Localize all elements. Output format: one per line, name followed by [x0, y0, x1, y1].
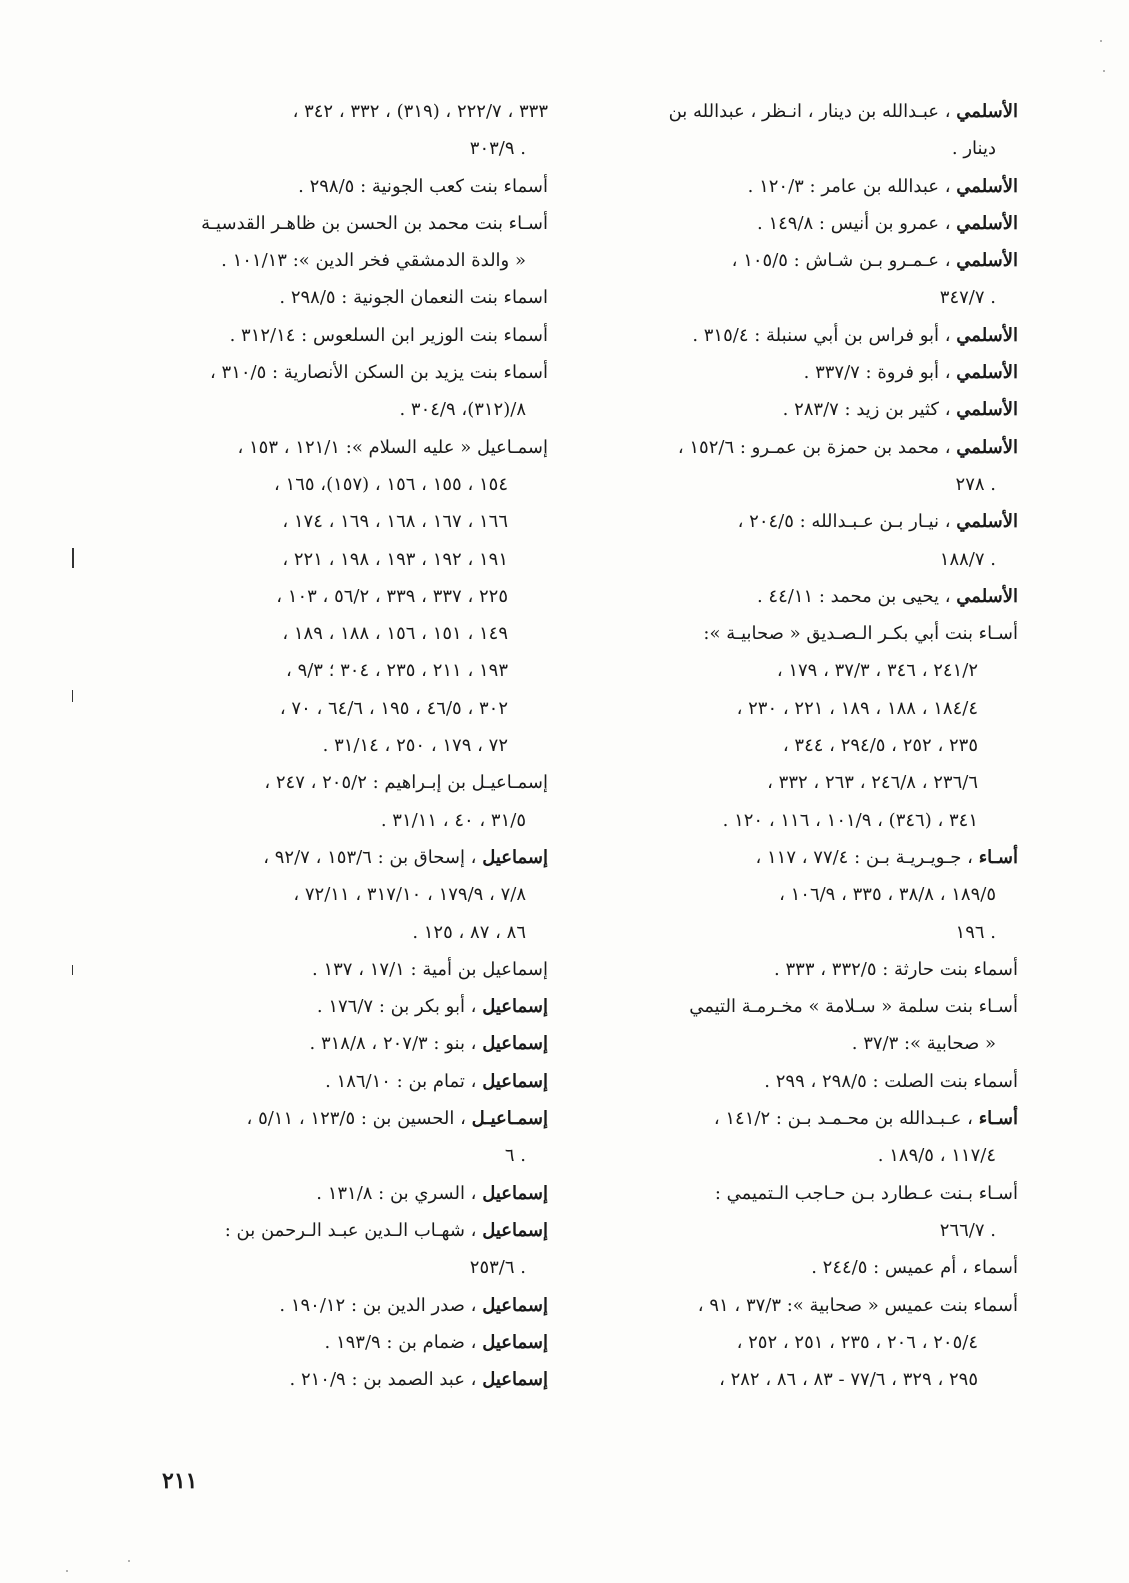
index-entry: [600, 168, 1018, 205]
index-entry-text: ١٩٣ ، ٢١١ ، ٢٣٥ ، ٣٠٤ ؛ ٩/٣ ،: [286, 660, 508, 682]
index-entry-continuation: [600, 1361, 1018, 1398]
index-entry-line: [600, 1175, 1018, 1212]
index-entry: [600, 951, 1018, 988]
index-entry-line: [130, 1175, 548, 1212]
index-entry-text: ٣١/٥ ، ٤٠ ، ٣١/١١ .: [380, 809, 526, 831]
index-entry-heading: إسماعيل: [482, 996, 548, 1018]
index-entry-text: ١٨٩/٥ ، ٣٨/٨ ، ٣٣٥ ، ١٠٦/٩ ،: [779, 884, 996, 906]
index-entry-text: ، كثير بن زيد : ٢٨٣/٧ .: [782, 399, 951, 421]
scan-speck: [1103, 70, 1105, 72]
index-entry: [600, 503, 1018, 578]
scan-speck: [66, 1570, 68, 1572]
index-entry-line: [130, 93, 548, 130]
index-entry-heading: الأسلمي: [956, 212, 1018, 234]
index-entry-continuation: [130, 876, 548, 913]
index-entry-continuation: [600, 1324, 1018, 1361]
index-entry-text: ، عبد الصمد بن : ٢١٠/٩ .: [289, 1369, 477, 1391]
index-entry-line: [600, 951, 1018, 988]
index-entry-text: أسماء بنت الصلت : ٢٩٨/٥ ، ٢٩٩ .: [764, 1070, 1018, 1092]
index-entry-line: [600, 1100, 1018, 1137]
index-entry-continuation: [130, 503, 548, 540]
index-entry: [600, 1063, 1018, 1100]
index-entry-line: [130, 1361, 548, 1398]
index-entry-continuation: [600, 466, 1018, 503]
index-entry-text: . ١٩٦: [955, 921, 996, 943]
index-entry-text: أسماء بنت كعب الجونية : ٢٩٨/٥ .: [298, 175, 548, 197]
index-entry-text: دينار .: [951, 138, 996, 160]
index-entry-text: . ٢٧٨: [955, 473, 996, 495]
index-entry-text: أسـاء بـنت عـطارد بـن حـاجب الـتميمي :: [714, 1182, 1018, 1204]
index-entry: [600, 1175, 1018, 1250]
index-entry-continuation: [600, 1212, 1018, 1249]
index-entry-text: ٨/(٣١٢)، ٣٠٤/٩ .: [399, 399, 526, 421]
index-entry: [130, 429, 548, 765]
index-entry-heading: الأسلمي: [956, 101, 1018, 122]
index-entry-text: ، عـبـدالله بن محـمـد بـن : ١٤١/٢ ،: [713, 1108, 973, 1130]
index-entry-text: ، بنو : ٢٠٧/٣ ، ٣١٨/٨ .: [309, 1033, 477, 1055]
index-entry-line: [600, 93, 1018, 130]
index-entry-text: « صحابية »: ٣٧/٣ .: [851, 1033, 996, 1055]
index-entry-heading: إسماعيل: [482, 1182, 548, 1204]
index-entry-line: [130, 1212, 548, 1249]
index-entry-line: [130, 1025, 548, 1062]
index-entry-continuation: [130, 802, 548, 839]
index-entry-line: [600, 1249, 1018, 1286]
index-entry-continuation: [130, 1249, 548, 1286]
index-entry-text: ، السري بن : ١٣١/٨ .: [316, 1182, 477, 1204]
index-entry: [130, 839, 548, 951]
index-entry-heading: إسماعيل: [482, 1369, 548, 1391]
index-entry-text: ، الحسين بن : ١٢٣/٥ ، ٥/١١ ،: [246, 1108, 466, 1130]
index-entry: [600, 93, 1018, 168]
index-entry-text: ٢٣٦/٦ ، ٢٤٦/٨ ، ٢٦٣ ، ٣٣٢ ،: [767, 772, 978, 794]
index-entry-continuation: [130, 578, 548, 615]
index-entry-text: أسماء بنت عميس « صحابية »: ٣٧/٣ ، ٩١ ،: [697, 1294, 1018, 1316]
index-entry: [600, 429, 1018, 504]
index-entry: [130, 1063, 548, 1100]
index-entry-heading: إسماعيل: [482, 1033, 548, 1055]
index-entry-heading: الأسلمي: [956, 436, 1018, 458]
index-entry-text: ١١٧/٤ ، ١٨٩/٥ .: [877, 1145, 996, 1167]
index-entry: [600, 391, 1018, 428]
index-entry-text: أسماء بنت يزيد بن السكن الأنصارية : ٣١٠/٥ ،: [210, 362, 548, 384]
index-entry-text: « والدة الدمشقي فخر الدين »: ١٠١/١٣ .: [221, 250, 526, 272]
index-entry-line: [600, 168, 1018, 205]
index-entry-heading: إسمـاعيـل: [471, 1108, 548, 1130]
index-entry-continuation: [600, 652, 1018, 689]
index-entry: [600, 317, 1018, 354]
index-column-left: [130, 93, 548, 1398]
index-entry-heading: إسماعيل: [482, 1331, 548, 1353]
index-entry-line: [600, 988, 1018, 1025]
index-entry-heading: الأسلمي: [956, 511, 1018, 533]
index-entry: [600, 578, 1018, 615]
index-entry-text: ، ضمام بن : ١٩٣/٩ .: [324, 1331, 477, 1353]
index-entry-text: أسماء بنت حارثة : ٣٣٢/٥ ، ٣٣٣ .: [774, 958, 1018, 980]
index-entry-text: ، عبـدالله بن دينار ، انـظر ، عبدالله بن: [668, 101, 951, 122]
index-entry-heading: أسـاء: [978, 1108, 1018, 1130]
index-entry: [130, 168, 548, 205]
index-entry-continuation: [600, 802, 1018, 839]
index-entry-text: ٧٢ ، ١٧٩ ، ٢٥٠ ، ٣١/١٤ .: [322, 735, 508, 757]
index-entry-text: ١٤٩ ، ١٥١ ، ١٥٦ ، ١٨٨ ، ١٨٩ ،: [282, 623, 508, 645]
margin-mark: [72, 548, 74, 568]
index-entry: [130, 1175, 548, 1212]
index-entry-line: [130, 839, 548, 876]
index-entry-continuation: [600, 914, 1018, 951]
index-entry-text: ، عبدالله بن عامر : ١٢٠/٣ .: [747, 175, 951, 197]
index-entry: [600, 354, 1018, 391]
index-entry-text: أسـاء بنت سلمة « سـلامة » مخـرمـة التيمي: [689, 996, 1018, 1018]
index-entry-text: ، أبو فراس بن أبي سنبلة : ٣١٥/٤ .: [692, 324, 951, 346]
index-entry-text: ، أبو بكر بن : ١٧٦/٧ .: [316, 996, 477, 1018]
index-entry-text: أسـاء بنت أبي بكـر الـصـديق « صحابيـة »:: [703, 623, 1018, 645]
index-entry-text: ، صدر الدين بن : ١٩٠/١٢ .: [279, 1294, 477, 1316]
index-entry-continuation: [130, 727, 548, 764]
index-entry-line: [130, 354, 548, 391]
index-entry-text: ١٨٤/٤ ، ١٨٨ ، ١٨٩ ، ٢٢١ ، ٢٣٠ ،: [736, 697, 978, 719]
index-entry: [600, 988, 1018, 1063]
index-entry-text: ، عمرو بن أنيس : ١٤٩/٨ .: [756, 212, 951, 234]
scan-speck: [128, 1560, 130, 1562]
index-entry-text: . ٣٤٧/٧: [939, 287, 996, 309]
index-entry-continuation: [600, 279, 1018, 316]
index-entry-line: [600, 839, 1018, 876]
index-entry: [130, 1324, 548, 1361]
index-entry-text: إسماعيل بن أمية : ١٧/١ ، ١٣٧ .: [312, 958, 548, 980]
index-entry-heading: الأسلمي: [956, 324, 1018, 346]
index-entry-continuation: [600, 876, 1018, 913]
index-entry: [600, 1100, 1018, 1175]
index-entry-heading: الأسلمي: [956, 250, 1018, 272]
index-column-right: [600, 93, 1018, 1398]
index-entry-text: إسمـاعيـل بن إبـراهيم : ٢٠٥/٢ ، ٢٤٧ ،: [264, 772, 548, 794]
index-entry: [600, 1249, 1018, 1286]
index-entry-line: [130, 1324, 548, 1361]
index-entry-line: [130, 317, 548, 354]
index-entry-text: إسمـاعيل « عليه السلام »: ١٢١/١ ، ١٥٣ ،: [237, 436, 548, 458]
index-entry-text: ١٩١ ، ١٩٢ ، ١٩٣ ، ١٩٨ ، ٢٢١ ،: [282, 548, 508, 570]
index-entry-line: [130, 1063, 548, 1100]
index-entry-line: [600, 317, 1018, 354]
index-entry: [130, 988, 548, 1025]
page-number: ٢١١: [162, 1468, 198, 1494]
index-entry-text: ٨٦ ، ٨٧ ، ١٢٥ .: [412, 921, 526, 943]
index-entry-continuation: [600, 690, 1018, 727]
index-entry-line: [600, 615, 1018, 652]
index-entry-text: ٢٩٥ ، ٣٢٩ ، ٧٧/٦ - ٨٣ ، ٨٦ ، ٢٨٢ ،: [719, 1369, 978, 1391]
index-entry-continuation: [600, 130, 1018, 167]
index-entry: [130, 1361, 548, 1398]
index-entry-text: ، تمام بن : ١٨٦/١٠ .: [325, 1070, 477, 1092]
index-entry-line: [130, 1287, 548, 1324]
index-entry-text: ٢٠٥/٤ ، ٢٠٦ ، ٢٣٥ ، ٢٥١ ، ٢٥٢ ،: [736, 1331, 978, 1353]
index-entry-line: [600, 503, 1018, 540]
index-entry-continuation: [600, 764, 1018, 801]
index-entry-line: [130, 988, 548, 1025]
index-entry-line: [130, 764, 548, 801]
index-entry-text: ١٥٤ ، ١٥٥ ، ١٥٦ ، (١٥٧)، ١٦٥ ،: [274, 473, 508, 495]
index-entry-text: ٣٠٢ ، ٤٦/٥ ، ١٩٥ ، ٦٤/٦ ، ٧٠ ،: [279, 697, 508, 719]
index-entry-continuation: [130, 130, 548, 167]
index-entry-text: ، يحيى بن محمد : ٤٤/١١ .: [756, 585, 951, 607]
index-entry-line: [130, 1100, 548, 1137]
index-entry-text: ، شهـاب الـدين عبـد الـرحمن بن :: [224, 1219, 477, 1241]
index-entry: [130, 1212, 548, 1287]
index-entry-continuation: [600, 727, 1018, 764]
index-entry-continuation: [600, 541, 1018, 578]
index-entry-continuation: [130, 391, 548, 428]
index-entry-line: [130, 951, 548, 988]
index-entry-text: . ٦: [504, 1145, 526, 1167]
index-entry-heading: الأسلمي: [956, 399, 1018, 421]
index-entry: [130, 205, 548, 280]
index-entry: [600, 839, 1018, 951]
index-entry: [130, 1287, 548, 1324]
scan-speck: [1100, 40, 1102, 42]
index-entry-line: [600, 205, 1018, 242]
index-entry-text: ٣٤١ ، (٣٤٦) ، ١٠١/٩ ، ١١٦ ، ١٢٠ .: [722, 809, 978, 831]
index-entry: [130, 93, 548, 168]
index-entry-heading: أسـاء: [978, 846, 1018, 868]
index-entry-text: ، جـويـريـة بـن : ٧٧/٤ ، ١١٧ ،: [755, 846, 973, 868]
index-entry-text: ٧/٨ ، ١٧٩/٩ ، ٣١٧/١٠ ، ٧٢/١١ ،: [293, 884, 526, 906]
index-entry-line: [130, 168, 548, 205]
index-entry-continuation: [130, 914, 548, 951]
index-entry-heading: إسماعيل: [482, 1070, 548, 1092]
index-entry: [130, 764, 548, 839]
index-entry-heading: إسماعيل: [482, 1219, 548, 1241]
index-entry-continuation: [130, 690, 548, 727]
index-entry-text: أسماء بنت الوزير ابن السلعوس : ٣١٢/١٤ .: [229, 324, 548, 346]
index-entry-text: . ٣٠٣/٩: [469, 138, 526, 160]
index-entry: [130, 1100, 548, 1175]
index-entry-text: . ٢٥٣/٦: [469, 1257, 526, 1279]
index-entry-continuation: [130, 652, 548, 689]
index-entry: [600, 1287, 1018, 1399]
index-entry: [600, 615, 1018, 839]
index-entry-text: أسـاء بنت محمد بن الحسن بن ظاهـر القدسيـة: [201, 212, 548, 234]
index-entry-heading: إسماعيل: [482, 1294, 548, 1316]
index-entry: [130, 317, 548, 354]
index-entry-text: ٢٣٥ ، ٢٥٢ ، ٢٩٤/٥ ، ٣٤٤ ،: [782, 735, 978, 757]
index-entry-continuation: [130, 242, 548, 279]
index-entry-heading: إسماعيل: [482, 846, 548, 868]
index-entry: [600, 205, 1018, 242]
index-entry: [130, 279, 548, 316]
index-entry-text: ٢٢٥ ، ٣٣٧ ، ٣٣٩ ، ٥٦/٢ ، ١٠٣ ،: [276, 585, 508, 607]
index-entry-text: ، أبو فروة : ٣٣٧/٧ .: [803, 362, 951, 384]
index-entry-heading: الأسلمي: [956, 175, 1018, 197]
index-entry-line: [600, 429, 1018, 466]
index-entry-heading: الأسلمي: [956, 585, 1018, 607]
index-entry-text: ، نيـار بـن عـبـدالله : ٢٠٤/٥ ،: [737, 511, 951, 533]
index-entry-text: ٢٤١/٢ ، ٣٤٦ ، ٣٧/٣ ، ١٧٩ ،: [776, 660, 978, 682]
index-entry-continuation: [130, 541, 548, 578]
index-entry-line: [600, 242, 1018, 279]
index-entry: [600, 242, 1018, 317]
index-entry-heading: الأسلمي: [956, 362, 1018, 384]
index-entry-text: ٣٣٣ ، ٢٢٢/٧ ، (٣١٩) ، ٣٣٢ ، ٣٤٢ ،: [292, 101, 548, 122]
index-entry-continuation: [130, 1137, 548, 1174]
index-entry-continuation: [600, 1025, 1018, 1062]
index-entry-line: [130, 429, 548, 466]
index-entry-continuation: [600, 1137, 1018, 1174]
margin-mark: [72, 965, 73, 975]
index-entry-continuation: [130, 466, 548, 503]
index-entry-line: [130, 279, 548, 316]
index-entry: [130, 1025, 548, 1062]
margin-mark: [72, 690, 73, 702]
index-entry-text: ، إسحاق بن : ١٥٣/٦ ، ٩٢/٧ ،: [263, 846, 477, 868]
index-entry-text: . ١٨٨/٧: [939, 548, 996, 570]
index-entry-continuation: [130, 615, 548, 652]
index-entry-text: ، عـمـرو بـن شـاش : ١٠٥/٥ ،: [731, 250, 951, 272]
index-entry-line: [600, 1063, 1018, 1100]
index-entry: [130, 354, 548, 429]
index-entry-line: [600, 391, 1018, 428]
index-entry-line: [600, 1287, 1018, 1324]
index-entry-text: أسماء ، أم عميس : ٢٤٤/٥ .: [811, 1257, 1018, 1279]
index-entry-line: [130, 205, 548, 242]
index-entry-text: اسماء بنت النعمان الجونية : ٢٩٨/٥ .: [279, 287, 548, 309]
index-entry-text: ١٦٦ ، ١٦٧ ، ١٦٨ ، ١٦٩ ، ١٧٤ ،: [282, 511, 508, 533]
index-entry-line: [600, 578, 1018, 615]
index-entry-line: [600, 354, 1018, 391]
index-entry-text: . ٢٦٦/٧: [939, 1219, 996, 1241]
index-entry-text: ، محمد بن حمزة بن عمـرو : ١٥٢/٦ ،: [677, 436, 951, 458]
index-entry: [130, 951, 548, 988]
